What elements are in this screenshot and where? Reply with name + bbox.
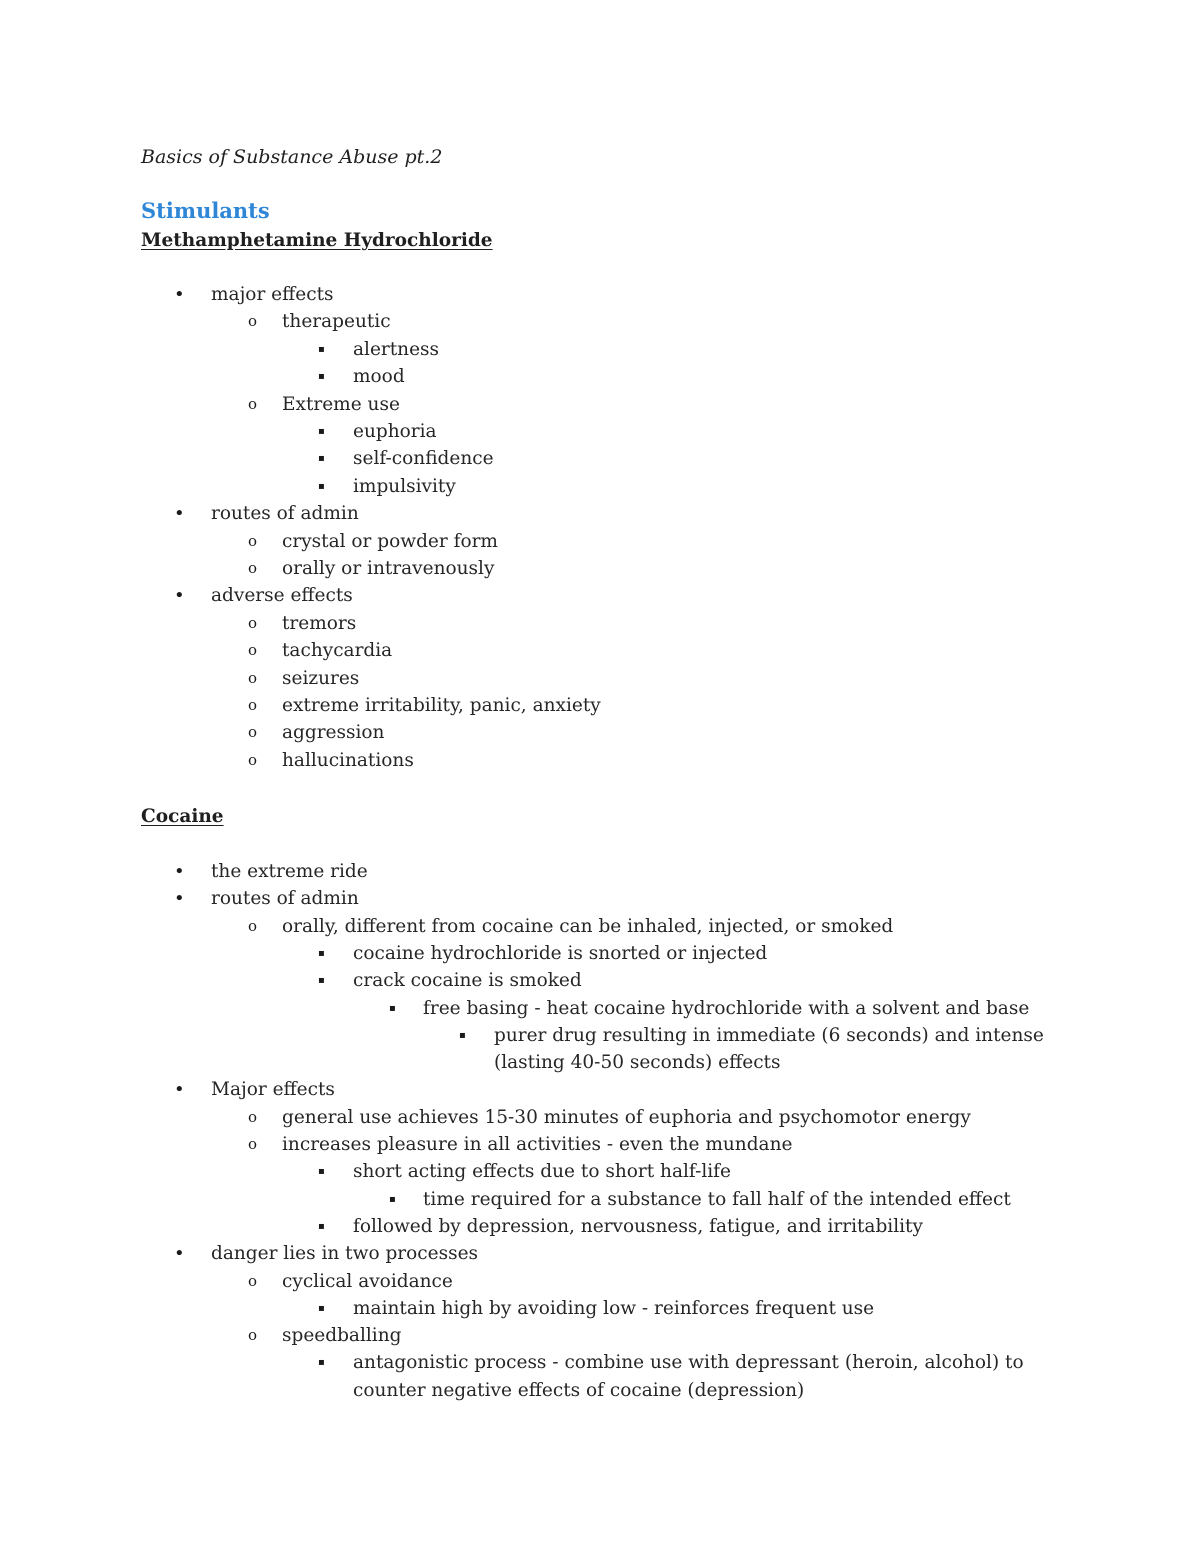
list-item-text: therapeutic [282,311,391,333]
list-bullet-icon: o [248,531,258,550]
list-bullet-icon: ▪ [318,371,325,383]
list-bullet-icon: o [248,559,258,577]
list-item-text: tachycardia [282,640,393,662]
list-bullet-icon: • [174,861,185,882]
list-bullet-icon: o [248,723,258,742]
list-bullet-icon: ▪ [389,1002,396,1014]
list-item-text: routes of admin [211,888,359,910]
document-title: Basics of Substance Abuse pt.2 [141,146,443,168]
list-bullet-icon: • [174,888,185,910]
list-bullet-icon: o [248,394,258,413]
list-bullet-icon: ▪ [318,947,325,959]
list-bullet-icon: ▪ [318,480,325,492]
list-item-text: the extreme ride [211,861,368,882]
list-item-text: tremors [282,612,357,634]
list-item-text: orally, different from cocaine can be inhaled, injected, or smoked [282,915,894,937]
list-bullet-icon: ▪ [318,1166,325,1178]
list-item-text: orally or intravenously [282,558,495,579]
list-bullet-icon: ▪ [318,1220,325,1232]
list-bullet-icon: o [248,750,258,769]
list-bullet-icon: ▪ [318,453,325,465]
list-item-text: alertness [353,338,440,360]
list-item-text: danger lies in two processes [211,1243,479,1265]
list-item-text: crystal or powder form [282,530,498,552]
list-item-text: antagonistic process - combine use with depressant (heroin, alcohol) to [353,1352,1024,1374]
list-item-text: extreme irritability, panic, anxiety [282,695,601,716]
list-bullet-icon: o [248,668,258,687]
list-item-text: crack cocaine is smoked [353,970,582,992]
list-item-text: free basing - heat cocaine hydrochloride with a solvent and base [423,997,1030,1019]
section-heading-stimulants: Stimulants [141,198,270,223]
list-bullet-icon: o [248,1107,258,1126]
list-bullet-icon: o [248,641,258,660]
subheading-methamphetamine: Methamphetamine Hydrochloride [141,230,493,251]
list-bullet-icon: ▪ [318,1302,325,1314]
list-item-text: increases pleasure in all activities - even the mundane [282,1134,793,1155]
list-item-text: (lasting 40-50 seconds) effects [494,1052,781,1074]
list-bullet-icon: • [174,503,185,525]
list-item-text: Extreme use [282,393,400,415]
list-bullet-icon: ▪ [318,975,325,987]
list-bullet-icon: o [248,1135,258,1153]
list-bullet-icon: ▪ [389,1193,396,1205]
list-bullet-icon: o [248,613,258,632]
list-item-text: self-confidence [353,448,494,470]
list-bullet-icon: o [248,696,258,714]
list-item-text: mood [353,366,405,388]
list-bullet-icon: o [248,1271,258,1290]
list-item-text: cocaine hydrochloride is snorted or injected [353,942,768,964]
list-item-text: seizures [282,667,360,689]
list-bullet-icon: • [174,284,185,305]
list-item-text: aggression [282,722,385,744]
list-item-text: time required for a substance to fall half of the intended effect [423,1188,1011,1210]
list-item-text: hallucinations [282,749,414,771]
list-item-text: followed by depression, nervousness, fatigue, and irritability [353,1215,923,1237]
list-item-text: general use achieves 15-30 minutes of euphoria and psychomotor energy [282,1106,971,1128]
list-item-text: speedballing [282,1325,402,1347]
subheading-cocaine: Cocaine [141,806,224,827]
list-item-text: routes of admin [211,503,359,525]
list-item-text: counter negative effects of cocaine (depression) [353,1379,805,1401]
list-bullet-icon: • [174,1243,185,1265]
list-bullet-icon: ▪ [459,1029,466,1041]
list-item-text: Major effects [211,1079,335,1101]
list-bullet-icon: • [174,585,185,607]
list-item-text: purer drug resulting in immediate (6 seconds) and intense [494,1024,1044,1046]
list-bullet-icon: ▪ [318,426,325,437]
list-item-text: maintain high by avoiding low - reinforces frequent use [353,1297,875,1319]
list-item-text: short acting effects due to short half-life [353,1161,731,1183]
list-item-text: cyclical avoidance [282,1270,453,1292]
list-bullet-icon: o [248,916,258,935]
list-bullet-icon: ▪ [318,1357,325,1369]
list-item-text: adverse effects [211,585,353,607]
list-bullet-icon: o [248,312,258,331]
list-bullet-icon: o [248,1326,258,1345]
list-bullet-icon: ▪ [318,343,325,355]
list-item-text: impulsivity [353,475,456,497]
list-item-text: euphoria [353,421,437,442]
list-bullet-icon: • [174,1079,185,1101]
list-item-text: major effects [211,284,334,305]
